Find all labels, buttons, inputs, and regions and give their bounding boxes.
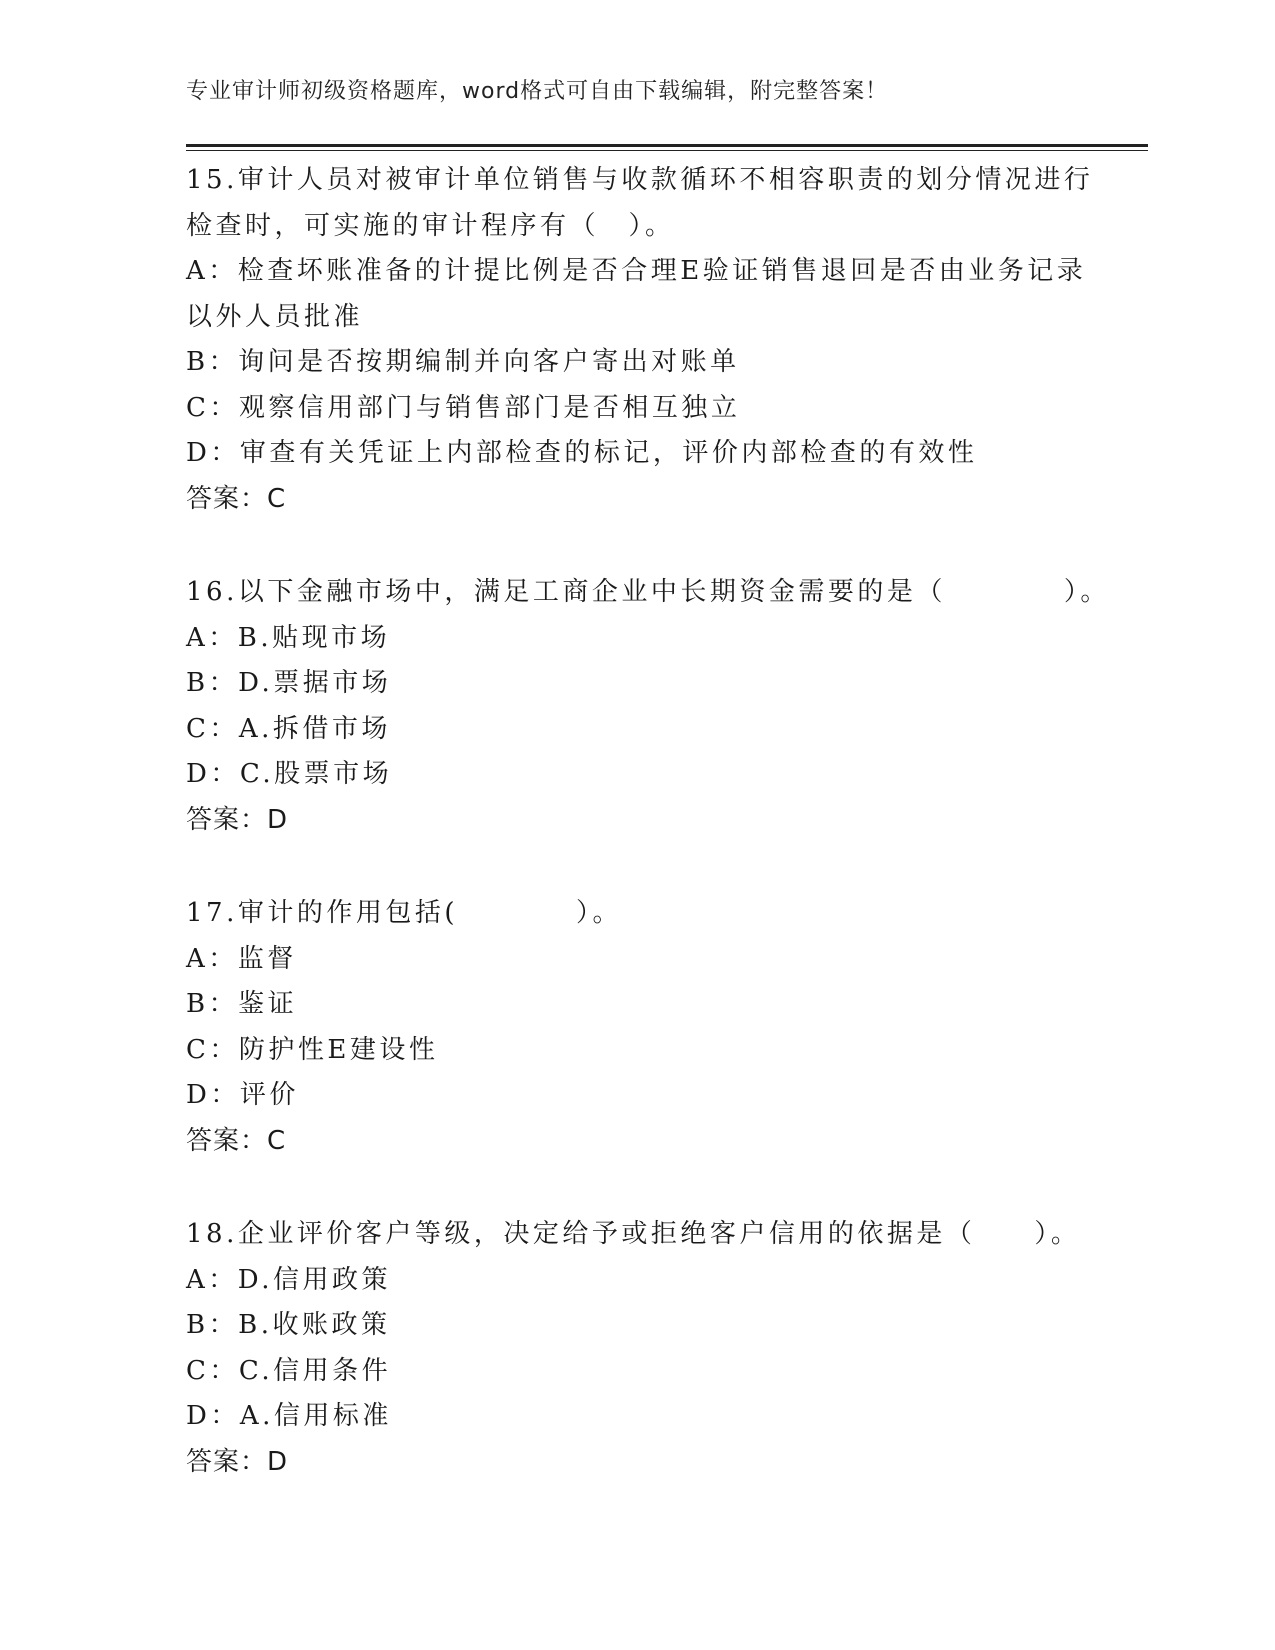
- option-a: A：检查坏账准备的计提比例是否合理E验证销售退回是否由业务记录: [186, 256, 1087, 286]
- option-c: C：A.拆借市场: [186, 713, 391, 744]
- option-c: C：C.信用条件: [186, 1355, 392, 1386]
- header-rule-thick: [186, 144, 1148, 147]
- page-header: 专业审计师初级资格题库，word格式可自由下载编辑，附完整答案！: [186, 79, 889, 104]
- answer-label: 答案：D: [186, 1446, 289, 1477]
- question-stem-line: 检查时，可实施的审计程序有（ ）。: [186, 210, 675, 241]
- question-17: [186, 891, 1086, 1164]
- option-c: C：观察信用部门与销售部门是否相互独立: [186, 392, 741, 423]
- option-d: D：评价: [186, 1080, 299, 1110]
- header-rule-thin: [186, 150, 1148, 151]
- answer-label: 答案：C: [186, 1125, 287, 1156]
- option-d: D：A.信用标准: [186, 1401, 392, 1431]
- option-a: A：D.信用政策: [186, 1264, 391, 1295]
- answer-label: 答案：C: [186, 483, 287, 514]
- question-stem-line: 16.以下金融市场中，满足工商企业中长期资金需要的是（ ）。: [186, 577, 1110, 607]
- option-a: A：监督: [186, 943, 297, 974]
- option-b: B：询问是否按期编制并向客户寄出对账单: [186, 347, 740, 377]
- option-a: A：B.贴现市场: [186, 622, 391, 653]
- option-c: C：防护性E建设性: [186, 1034, 439, 1065]
- question-15: [186, 158, 1094, 522]
- question-stem-line: 18.企业评价客户等级，决定给予或拒绝客户信用的依据是（ ）。: [186, 1219, 1081, 1249]
- option-d: D：C.股票市场: [186, 759, 393, 789]
- question-16: [186, 570, 1110, 843]
- option-b: B：B.收账政策: [186, 1310, 391, 1340]
- option-a-continued: 以外人员批准: [186, 301, 364, 332]
- answer-label: 答案：D: [186, 804, 289, 835]
- option-b: B：D.票据市场: [186, 668, 392, 698]
- question-18: [186, 1212, 1086, 1485]
- option-d: D：审查有关凭证上内部检查的标记，评价内部检查的有效性: [186, 438, 978, 468]
- option-b: B：鉴证: [186, 989, 298, 1019]
- question-stem-line: 17.审计的作用包括( ）。: [186, 898, 622, 928]
- question-stem-line: 15.审计人员对被审计单位销售与收款循环不相容职责的划分情况进行: [186, 165, 1094, 195]
- question-list: [186, 158, 1110, 1533]
